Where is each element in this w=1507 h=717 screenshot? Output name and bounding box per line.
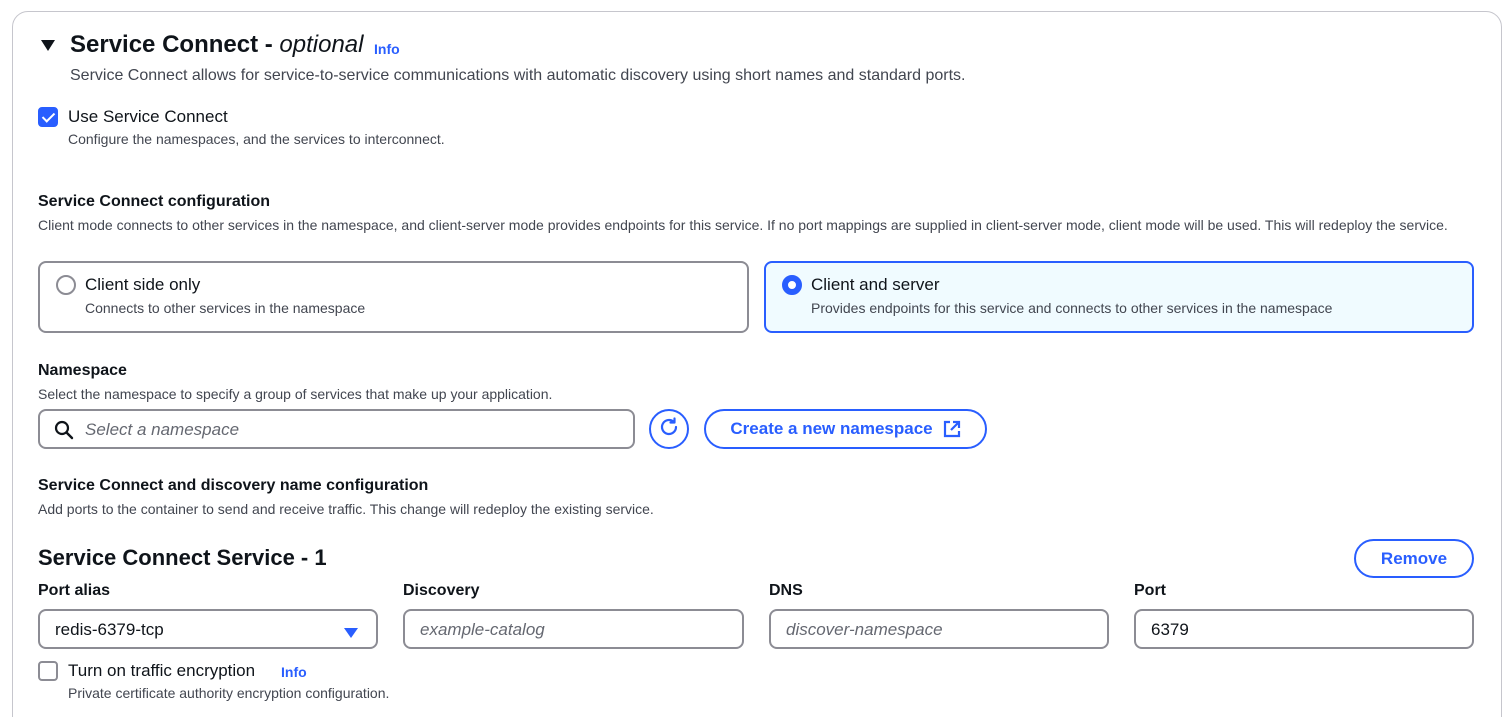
optional-label: optional (279, 31, 364, 58)
search-icon (54, 420, 74, 445)
port-label: Port (1134, 582, 1166, 599)
radio-tile-client-and-server[interactable] (764, 261, 1474, 333)
radio-button[interactable] (56, 275, 76, 295)
configuration-label: Service Connect configuration (38, 193, 271, 210)
remove-button[interactable]: Remove (1354, 539, 1474, 578)
discovery-label: Discovery (403, 582, 480, 599)
caret-down-icon (344, 625, 358, 643)
dns-label: DNS (769, 582, 803, 599)
refresh-button[interactable] (649, 409, 689, 449)
namespace-search-input[interactable] (38, 409, 635, 449)
section-description: Service Connect allows for service-to-service communications with automatic discovery using short names and standard ports. (70, 67, 966, 84)
dns-placeholder: discover-namespace (786, 620, 943, 639)
traffic-encryption-label[interactable]: Turn on traffic encryption (68, 661, 256, 680)
traffic-encryption-checkbox[interactable] (38, 661, 58, 681)
traffic-encryption-info-link[interactable]: Info (281, 664, 307, 680)
section-title: Service Connect - optional (70, 31, 364, 58)
namespace-placeholder: Select a namespace (85, 420, 240, 439)
port-alias-label: Port alias (38, 582, 111, 599)
info-link[interactable]: Info (374, 41, 400, 57)
service-title: Service Connect Service - 1 (38, 545, 327, 570)
use-service-connect-label[interactable]: Use Service Connect (68, 107, 228, 126)
configuration-description: Client mode connects to other services in the namespace, and client-server mode provides endpoints for this service. If no port mappings are supplied in client-server mode, client mode will be used. This will redeploy the service. (38, 217, 1448, 233)
discovery-input[interactable] (403, 609, 744, 649)
radio-button[interactable] (782, 275, 802, 295)
port-value: 6379 (1151, 620, 1189, 639)
dns-input[interactable] (769, 609, 1109, 649)
port-alias-select[interactable] (38, 609, 378, 649)
tile-label: Client and server (811, 275, 940, 294)
collapse-caret-icon[interactable] (41, 40, 55, 51)
namespace-label: Namespace (38, 362, 127, 379)
radio-tile-client-side-only[interactable] (38, 261, 749, 333)
discovery-config-label: Service Connect and discovery name configuration (38, 477, 429, 494)
use-service-connect-checkbox[interactable] (38, 107, 58, 127)
create-namespace-button[interactable] (704, 409, 987, 449)
namespace-description: Select the namespace to specify a group of services that make up your application. (38, 386, 553, 402)
port-input[interactable] (1134, 609, 1474, 649)
traffic-encryption-description: Private certificate authority encryption configuration. (68, 685, 390, 701)
external-link-icon (943, 420, 961, 438)
tile-description: Connects to other services in the namespace (85, 300, 366, 316)
discovery-placeholder: example-catalog (420, 620, 545, 639)
create-namespace-label: Create a new namespace (730, 419, 933, 438)
port-alias-value: redis-6379-tcp (55, 620, 164, 639)
tile-description: Provides endpoints for this service and connects to other services in the namespace (811, 300, 1333, 316)
tile-label: Client side only (85, 275, 201, 294)
discovery-config-description: Add ports to the container to send and receive traffic. This change will redeploy the existing service. (38, 501, 654, 517)
use-service-connect-description: Configure the namespaces, and the services to interconnect. (68, 131, 445, 147)
refresh-icon (658, 416, 680, 443)
